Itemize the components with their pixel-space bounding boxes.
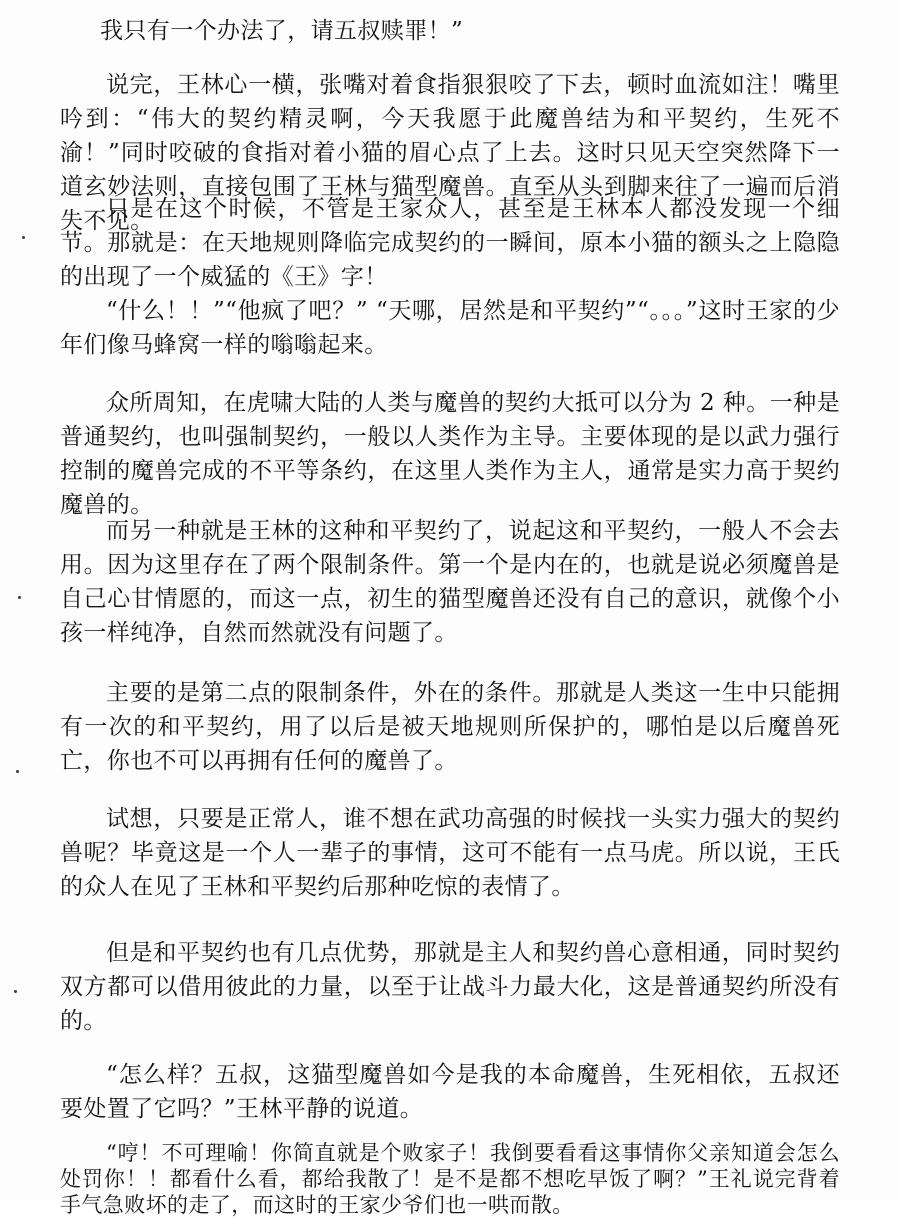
paragraph-10: “怎么样？五叔，这猫型魔兽如今是我的本命魔兽，生死相依，五叔还要处置了它吗？”王林平静的说道。 [60,1062,840,1122]
paragraph-8: 试想，只要是正常人，谁不想在武功高强的时候找一头实力强大的契约兽呢？毕竟这是一个人一辈子的事情，这可不能有一点马虎。所以说，王氏的众人在见了王林和平契约后那种吃惊的表情了。 [60,806,840,900]
scan-speck [22,236,25,239]
paragraph-3: 只是在这个时候，不管是王家众人，甚至是王林本人都没发现一个细节。那就是：在天地规则降临完成契约的一瞬间，原本小猫的额头之上隐隐的出现了一个威猛的《王》字！ [60,196,840,290]
paragraph-11: “哼！不可理喻！你简直就是个败家子！我倒要看看这事情你父亲知道会怎么处罚你！！都看什么看，都给我散了！是不是都不想吃早饭了啊？”王礼说完背着手气急败坏的走了，而这时的王家少爷们也一哄而散。 [60,1141,840,1217]
paragraph-5: 众所周知，在虎啸大陆的人类与魔兽的契约大抵可以分为 2 种。一种是普通契约，也叫强制契约，一般以人类作为主导。主要体现的是以武力强行控制的魔兽完成的不平等条约，在这里人类作为主人，通常是实力高于契约魔兽的。 [60,390,840,518]
scan-speck [14,990,17,993]
paragraph-4: “什么！！”“他疯了吧？” “天哪，居然是和平契约”“。。。”这时王家的少年们像马蜂窝一样的嗡嗡起来。 [60,298,840,358]
paragraph-6: 而另一种就是王林的这种和平契约了，说起这和平契约，一般人不会去用。因为这里存在了两个限制条件。第一个是内在的，也就是说必须魔兽是自己心甘情愿的，而这一点，初生的猫型魔兽还没有自己的意识，就像个小孩一样纯净，自然而然就没有问题了。 [60,518,840,646]
paragraph-7: 主要的是第二点的限制条件，外在的条件。那就是人类这一生中只能拥有一次的和平契约，用了以后是被天地规则所保护的，哪怕是以后魔兽死亡，你也不可以再拥有任何的魔兽了。 [60,680,840,774]
paragraph-9: 但是和平契约也有几点优势，那就是主人和契约兽心意相通，同时契约双方都可以借用彼此的力量，以至于让战斗力最大化，这是普通契约所没有的。 [60,940,840,1034]
paragraph-1: 我只有一个办法了，请五叔赎罪！” [100,18,464,44]
scan-speck [16,770,19,773]
paragraph-2: 说完，王林心一横，张嘴对着食指狠狠咬了下去，顿时血流如注！嘴里吟到：“伟大的契约精灵啊，今天我愿于此魔兽结为和平契约，生死不渝！”同时咬破的食指对着小猫的眉心点了上去。这时只见天空突然降下一道玄妙法则，直接包围了王林与猫型魔兽。直至从头到脚来往了一遍而后消失不见。 [60,72,840,234]
scan-speck [18,596,21,599]
